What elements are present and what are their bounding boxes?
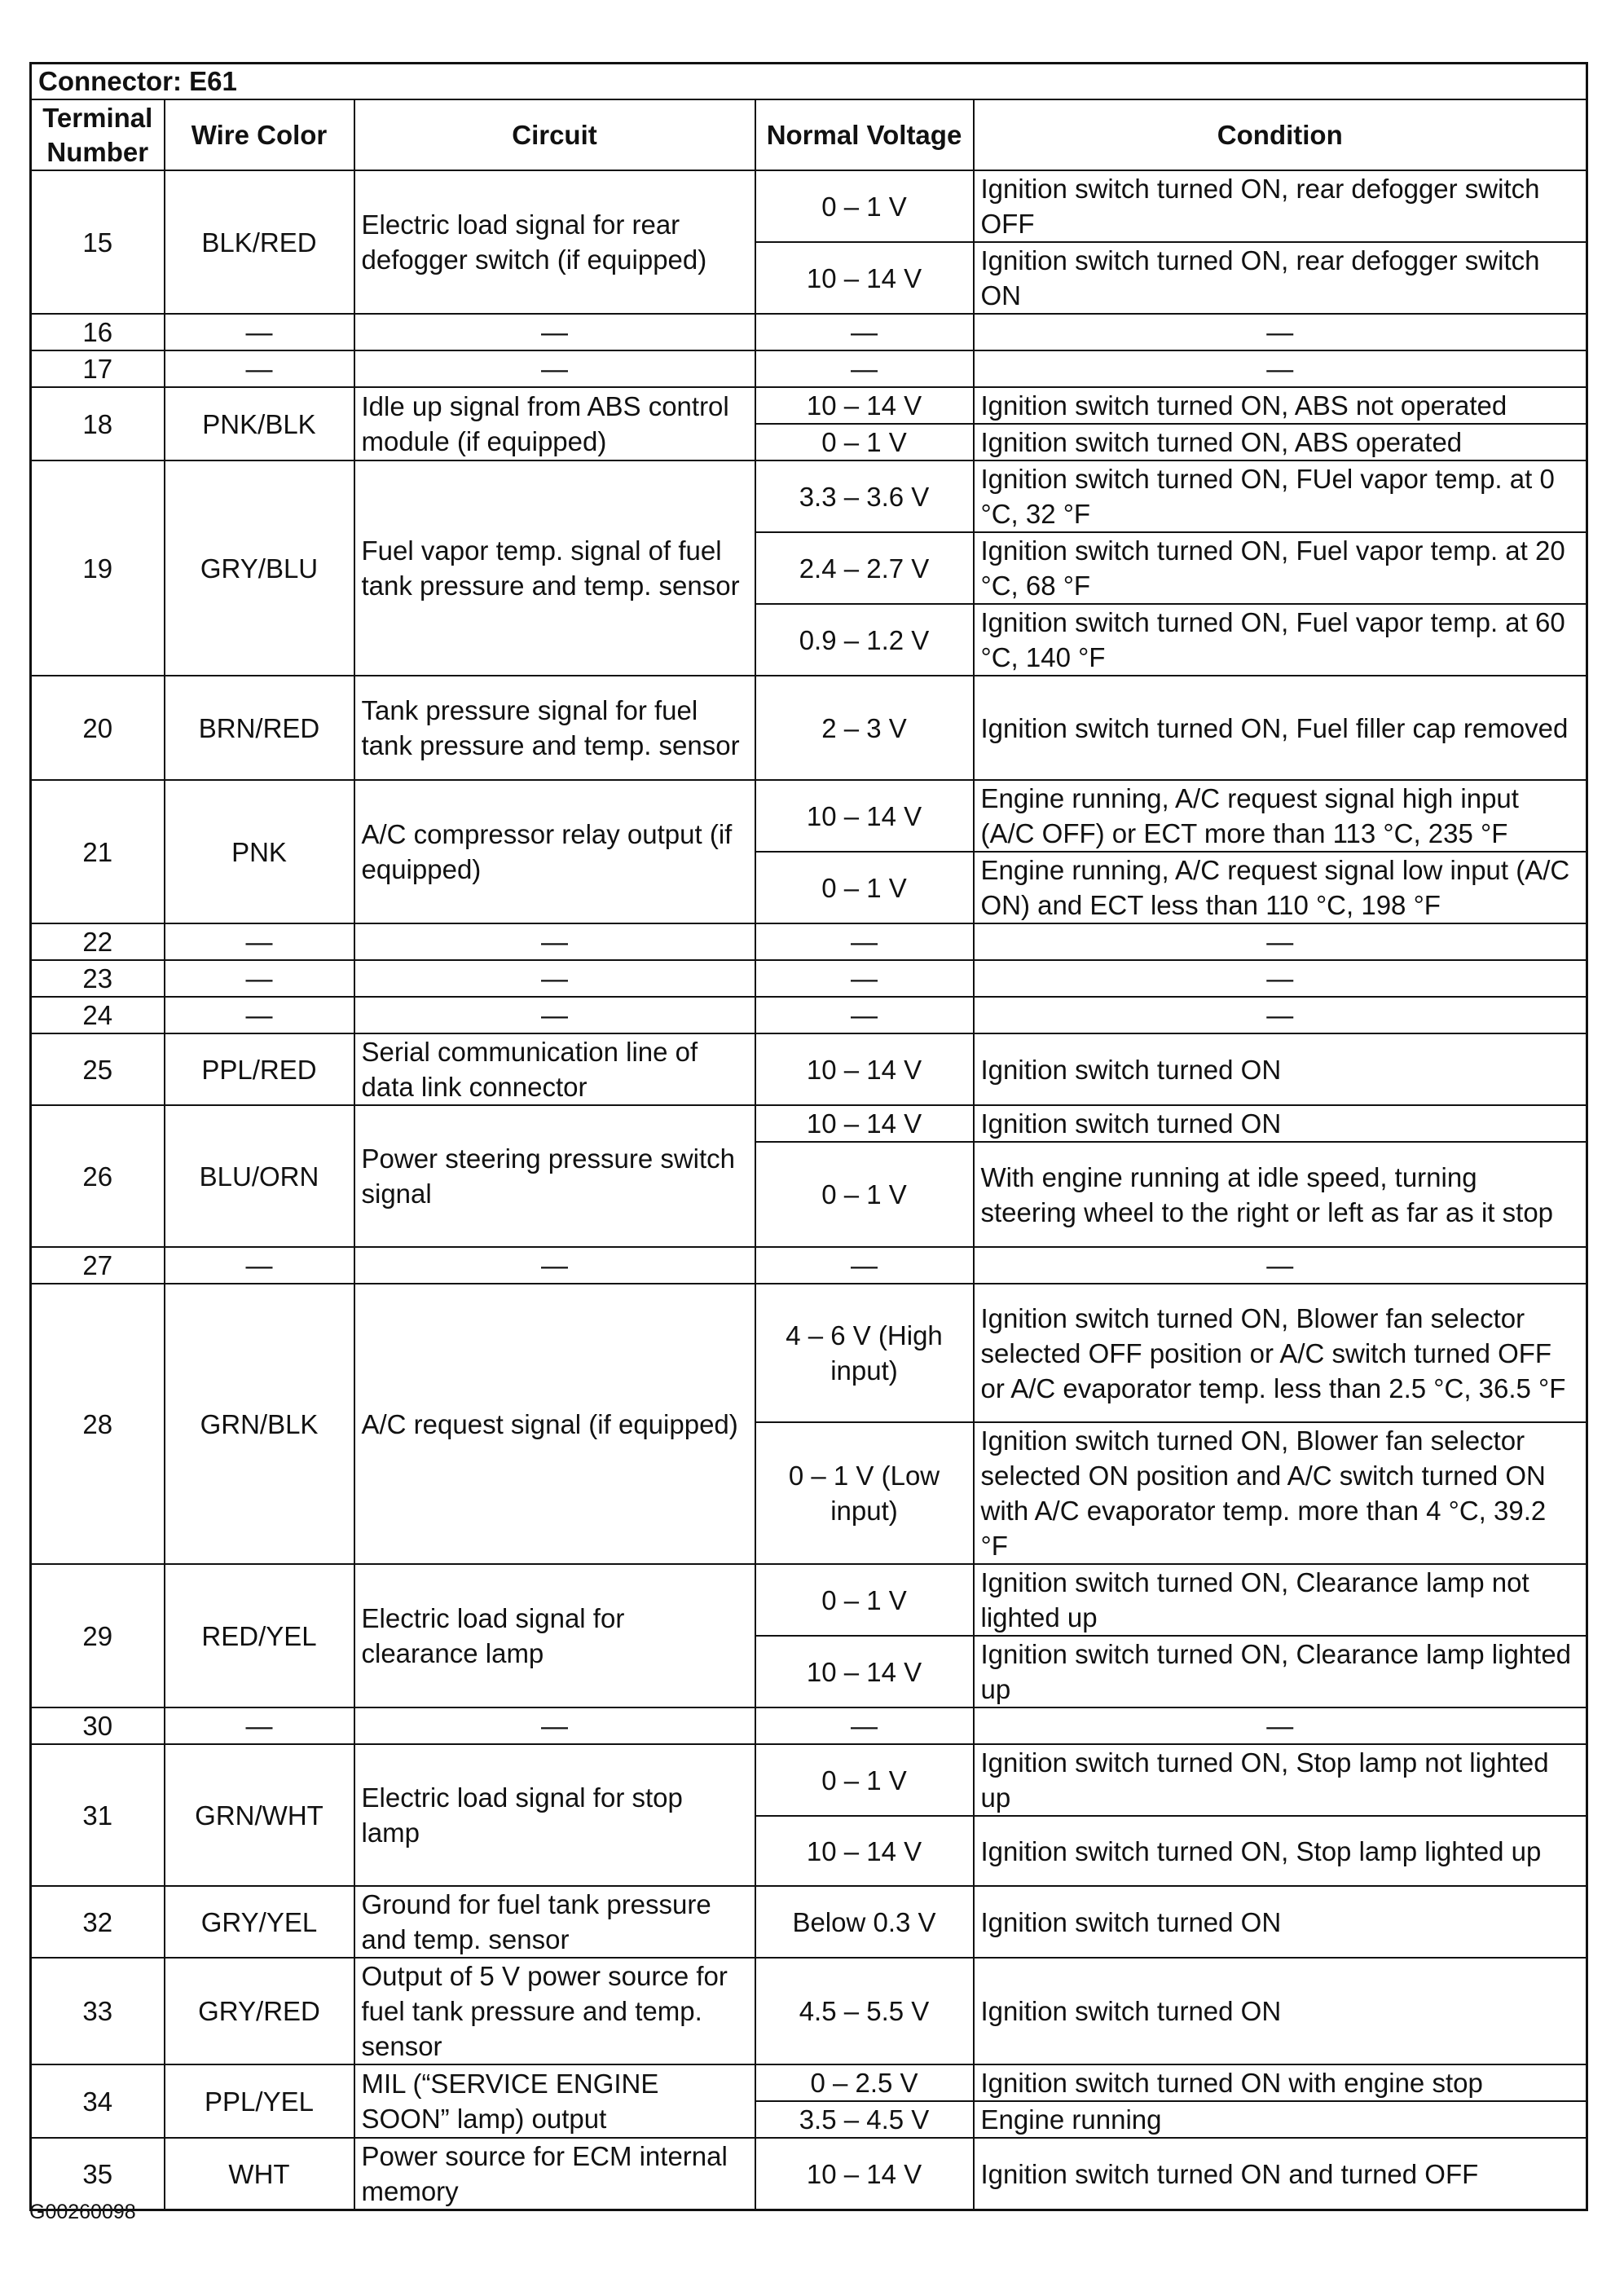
condition-cell: Ignition switch turned ON	[974, 1033, 1587, 1105]
wire-color-cell: GRY/BLU	[165, 460, 354, 676]
table-row	[31, 170, 1587, 242]
voltage-cell: —	[755, 923, 974, 960]
voltage-cell: 0 – 1 V	[755, 1142, 974, 1247]
table-row	[31, 350, 1587, 387]
voltage-cell: 4.5 – 5.5 V	[755, 1958, 974, 2064]
terminal-number-cell: 15	[31, 170, 165, 314]
table-row	[31, 314, 1587, 350]
voltage-cell: 0 – 1 V	[755, 1564, 974, 1636]
circuit-cell: Power source for ECM internal memory	[354, 2138, 755, 2210]
condition-cell: —	[974, 960, 1587, 997]
condition-cell: Ignition switch turned ON, rear defogger switch ON	[974, 242, 1587, 314]
terminal-number-cell: 20	[31, 676, 165, 780]
voltage-cell: 10 – 14 V	[755, 387, 974, 424]
condition-cell: Ignition switch turned ON, rear defogger switch OFF	[974, 170, 1587, 242]
wire-color-cell: GRN/BLK	[165, 1284, 354, 1564]
circuit-cell: —	[354, 1247, 755, 1284]
voltage-cell: 10 – 14 V	[755, 242, 974, 314]
voltage-cell: 3.5 – 4.5 V	[755, 2101, 974, 2138]
wire-color-cell: —	[165, 1707, 354, 1744]
circuit-cell: —	[354, 314, 755, 350]
voltage-cell: 10 – 14 V	[755, 780, 974, 852]
table-row	[31, 1247, 1587, 1284]
connector-label: Connector: E61	[31, 64, 1587, 100]
wire-color-cell: PNK/BLK	[165, 387, 354, 460]
voltage-cell: 10 – 14 V	[755, 2138, 974, 2210]
condition-cell: —	[974, 923, 1587, 960]
terminal-number-cell: 24	[31, 997, 165, 1033]
voltage-cell: —	[755, 997, 974, 1033]
voltage-cell: 0 – 1 V	[755, 424, 974, 460]
table-row	[31, 1564, 1587, 1636]
voltage-cell: 10 – 14 V	[755, 1816, 974, 1886]
table-row	[31, 1958, 1587, 2064]
condition-cell: Ignition switch turned ON	[974, 1886, 1587, 1958]
condition-cell: Ignition switch turned ON, FUel vapor temp. at 0 °C, 32 °F	[974, 460, 1587, 532]
terminal-number-cell: 16	[31, 314, 165, 350]
circuit-cell: Electric load signal for clearance lamp	[354, 1564, 755, 1707]
circuit-cell: MIL (“SERVICE ENGINE SOON” lamp) output	[354, 2064, 755, 2138]
terminal-number-cell: 35	[31, 2138, 165, 2210]
voltage-cell: 10 – 14 V	[755, 1105, 974, 1142]
figure-code: G00260098	[29, 2201, 136, 2223]
circuit-cell: A/C request signal (if equipped)	[354, 1284, 755, 1564]
wire-color-cell: GRY/YEL	[165, 1886, 354, 1958]
condition-cell: With engine running at idle speed, turning steering wheel to the right or left as far as it stop	[974, 1142, 1587, 1247]
wire-color-cell: PPL/RED	[165, 1033, 354, 1105]
wire-color-cell: WHT	[165, 2138, 354, 2210]
voltage-cell: —	[755, 1247, 974, 1284]
condition-cell: Ignition switch turned ON, Blower fan selector selected OFF position or A/C switch turned OFF or A/C evaporator temp. less than 2.5 °C, 36.5 °F	[974, 1284, 1587, 1422]
terminal-number-cell: 26	[31, 1105, 165, 1247]
voltage-cell: 0 – 1 V	[755, 852, 974, 923]
table-row	[31, 1744, 1587, 1816]
voltage-cell: 10 – 14 V	[755, 1033, 974, 1105]
condition-cell: Engine running, A/C request signal low input (A/C ON) and ECT less than 110 °C, 198 °F	[974, 852, 1587, 923]
condition-cell: —	[974, 350, 1587, 387]
table-row	[31, 1033, 1587, 1105]
condition-cell: Ignition switch turned ON, ABS operated	[974, 424, 1587, 460]
wire-color-cell: PNK	[165, 780, 354, 923]
table-row	[31, 923, 1587, 960]
voltage-cell: 0 – 2.5 V	[755, 2064, 974, 2101]
wire-color-cell: BLU/ORN	[165, 1105, 354, 1247]
terminal-number-cell: 33	[31, 1958, 165, 2064]
wire-color-cell: BRN/RED	[165, 676, 354, 780]
terminal-number-cell: 23	[31, 960, 165, 997]
table-row	[31, 780, 1587, 852]
condition-cell: Engine running	[974, 2101, 1587, 2138]
wire-color-cell: GRN/WHT	[165, 1744, 354, 1886]
wire-color-cell: —	[165, 350, 354, 387]
terminal-number-cell: 18	[31, 387, 165, 460]
table-row	[31, 1886, 1587, 1958]
condition-cell: Ignition switch turned ON, Blower fan selector selected ON position and A/C switch turned ON with A/C evaporator temp. more than 4 °C, 39.2 °F	[974, 1422, 1587, 1564]
connector-table	[29, 62, 1588, 2211]
voltage-cell: 0 – 1 V (Low input)	[755, 1422, 974, 1564]
circuit-cell: Serial communication line of data link connector	[354, 1033, 755, 1105]
condition-cell: —	[974, 1247, 1587, 1284]
condition-cell: Ignition switch turned ON, Clearance lamp lighted up	[974, 1636, 1587, 1707]
wire-color-cell: —	[165, 314, 354, 350]
terminal-number-cell: 27	[31, 1247, 165, 1284]
header-circuit: Circuit	[354, 99, 755, 170]
terminal-number-cell: 29	[31, 1564, 165, 1707]
circuit-cell: —	[354, 997, 755, 1033]
circuit-cell: A/C compressor relay output (if equipped)	[354, 780, 755, 923]
wire-color-cell: —	[165, 1247, 354, 1284]
circuit-cell: —	[354, 960, 755, 997]
table-row	[31, 1105, 1587, 1142]
circuit-cell: Fuel vapor temp. signal of fuel tank pressure and temp. sensor	[354, 460, 755, 676]
voltage-cell: —	[755, 314, 974, 350]
condition-cell: —	[974, 997, 1587, 1033]
table-row	[31, 460, 1587, 532]
table-row	[31, 2064, 1587, 2101]
voltage-cell: Below 0.3 V	[755, 1886, 974, 1958]
voltage-cell: —	[755, 350, 974, 387]
terminal-number-cell: 25	[31, 1033, 165, 1105]
header-wire-color: Wire Color	[165, 99, 354, 170]
condition-cell: Ignition switch turned ON, Stop lamp lighted up	[974, 1816, 1587, 1886]
voltage-cell: 2.4 – 2.7 V	[755, 532, 974, 604]
condition-cell: Ignition switch turned ON	[974, 1958, 1587, 2064]
table-row	[31, 676, 1587, 780]
wire-color-cell: PPL/YEL	[165, 2064, 354, 2138]
condition-cell: —	[974, 314, 1587, 350]
circuit-cell: Power steering pressure switch signal	[354, 1105, 755, 1247]
circuit-cell: —	[354, 350, 755, 387]
wire-color-cell: BLK/RED	[165, 170, 354, 314]
voltage-cell: 0 – 1 V	[755, 170, 974, 242]
terminal-number-cell: 30	[31, 1707, 165, 1744]
table-row	[31, 997, 1587, 1033]
voltage-cell: 2 – 3 V	[755, 676, 974, 780]
circuit-cell: —	[354, 923, 755, 960]
condition-cell: Ignition switch turned ON, Stop lamp not lighted up	[974, 1744, 1587, 1816]
table-row	[31, 1707, 1587, 1744]
header-normal-voltage: Normal Voltage	[755, 99, 974, 170]
terminal-number-cell: 34	[31, 2064, 165, 2138]
wire-color-cell: —	[165, 923, 354, 960]
voltage-cell: 3.3 – 3.6 V	[755, 460, 974, 532]
circuit-cell: Output of 5 V power source for fuel tank pressure and temp. sensor	[354, 1958, 755, 2064]
circuit-cell: Electric load signal for rear defogger switch (if equipped)	[354, 170, 755, 314]
table-row	[31, 2138, 1587, 2210]
condition-cell: Ignition switch turned ON and turned OFF	[974, 2138, 1587, 2210]
terminal-number-cell: 28	[31, 1284, 165, 1564]
wire-color-cell: —	[165, 997, 354, 1033]
table-row	[31, 387, 1587, 424]
voltage-cell: —	[755, 1707, 974, 1744]
condition-cell: —	[974, 1707, 1587, 1744]
circuit-cell: Electric load signal for stop lamp	[354, 1744, 755, 1886]
voltage-cell: 0.9 – 1.2 V	[755, 604, 974, 676]
terminal-number-cell: 31	[31, 1744, 165, 1886]
terminal-number-cell: 17	[31, 350, 165, 387]
circuit-cell: Ground for fuel tank pressure and temp. sensor	[354, 1886, 755, 1958]
wire-color-cell: RED/YEL	[165, 1564, 354, 1707]
voltage-cell: 4 – 6 V (High input)	[755, 1284, 974, 1422]
header-condition: Condition	[974, 99, 1587, 170]
circuit-cell: Idle up signal from ABS control module (if equipped)	[354, 387, 755, 460]
wire-color-cell: —	[165, 960, 354, 997]
condition-cell: Ignition switch turned ON, Clearance lamp not lighted up	[974, 1564, 1587, 1636]
terminal-number-cell: 19	[31, 460, 165, 676]
circuit-cell: Tank pressure signal for fuel tank pressure and temp. sensor	[354, 676, 755, 780]
condition-cell: Ignition switch turned ON, Fuel filler cap removed	[974, 676, 1587, 780]
condition-cell: Ignition switch turned ON, ABS not operated	[974, 387, 1587, 424]
terminal-number-cell: 32	[31, 1886, 165, 1958]
circuit-cell: —	[354, 1707, 755, 1744]
table-row	[31, 960, 1587, 997]
condition-cell: Ignition switch turned ON	[974, 1105, 1587, 1142]
header-terminal-number: Terminal Number	[31, 99, 165, 170]
voltage-cell: 10 – 14 V	[755, 1636, 974, 1707]
condition-cell: Engine running, A/C request signal high input (A/C OFF) or ECT more than 113 °C, 235 °F	[974, 780, 1587, 852]
wire-color-cell: GRY/RED	[165, 1958, 354, 2064]
terminal-number-cell: 22	[31, 923, 165, 960]
voltage-cell: —	[755, 960, 974, 997]
terminal-number-cell: 21	[31, 780, 165, 923]
condition-cell: Ignition switch turned ON with engine stop	[974, 2064, 1587, 2101]
condition-cell: Ignition switch turned ON, Fuel vapor temp. at 60 °C, 140 °F	[974, 604, 1587, 676]
voltage-cell: 0 – 1 V	[755, 1744, 974, 1816]
condition-cell: Ignition switch turned ON, Fuel vapor temp. at 20 °C, 68 °F	[974, 532, 1587, 604]
table-row	[31, 1284, 1587, 1422]
